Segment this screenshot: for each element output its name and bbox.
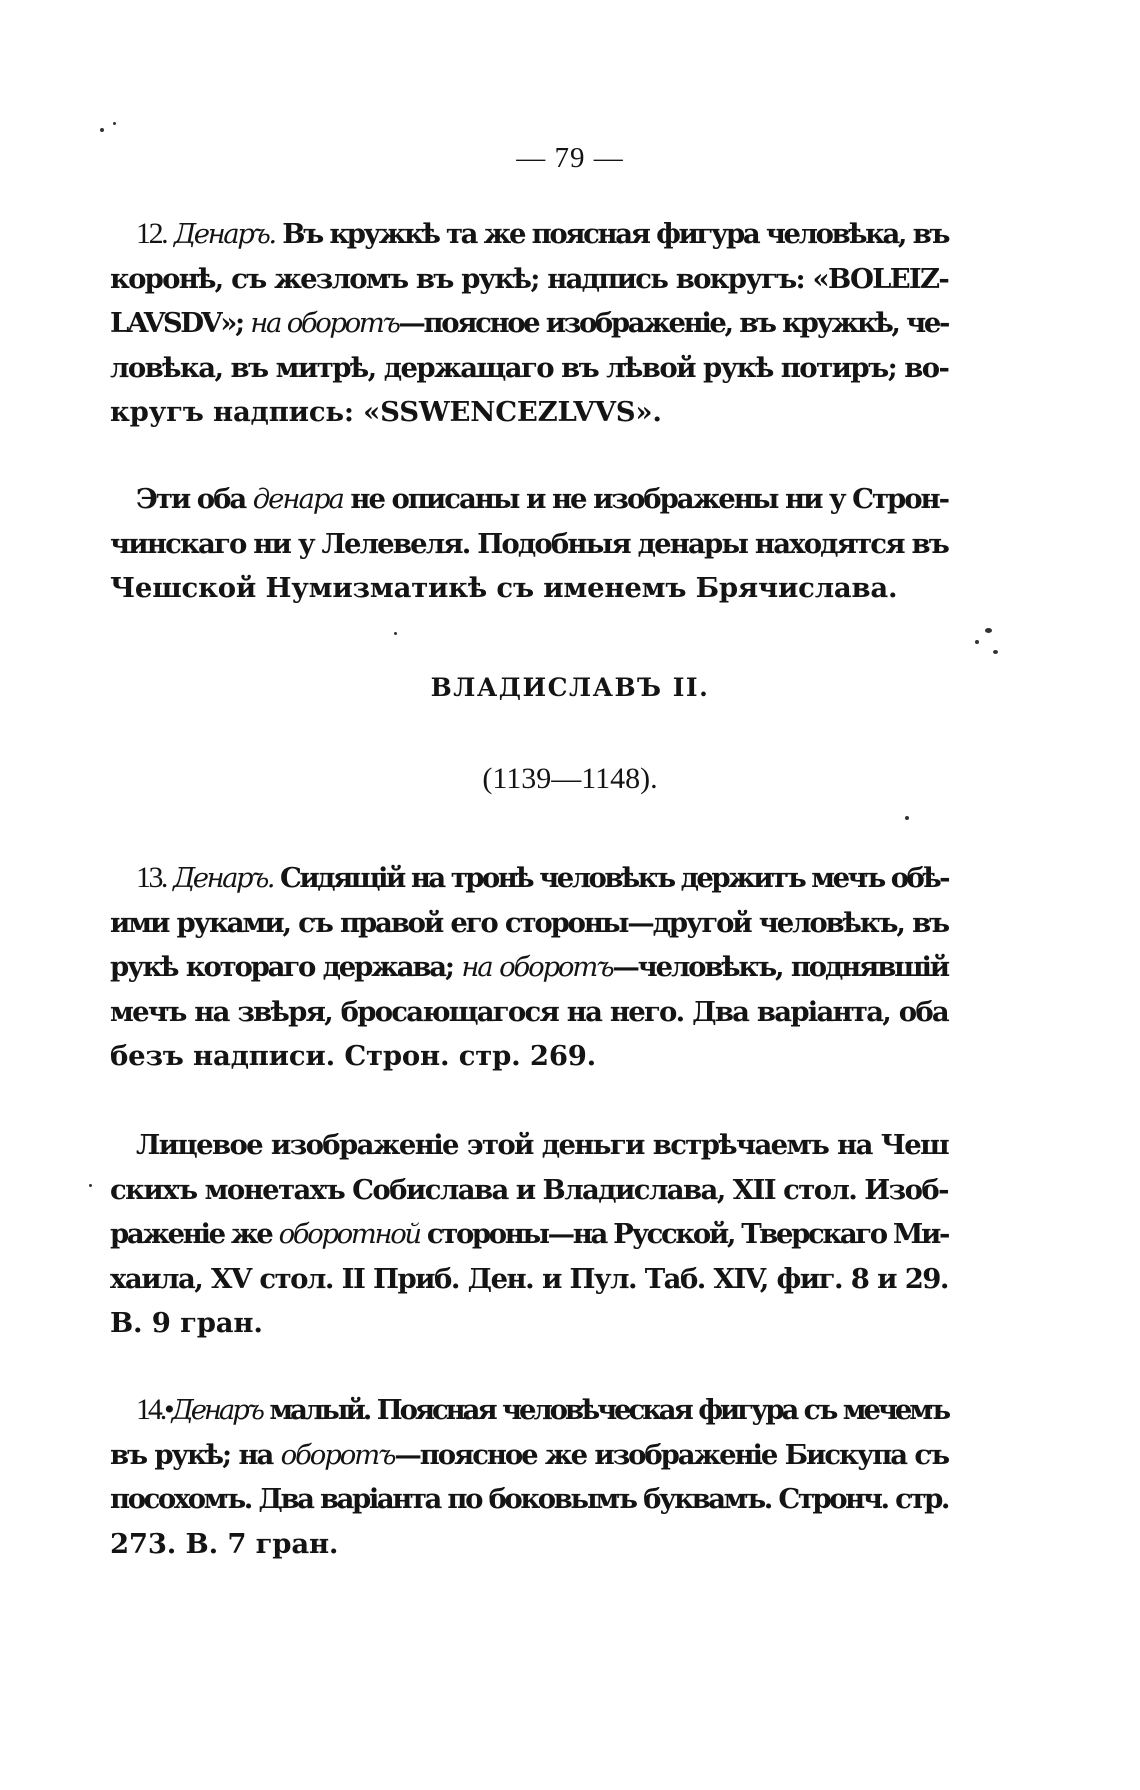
entry-13-line-3: рукѣ котораго держава; на оборотъ—человѣкъ, поднявшій [110,951,948,983]
print-speck [905,816,909,820]
entry-12-line-2: коронѣ, съ жезломъ въ рукѣ; надпись вокругъ: «BOLEIZ- [110,262,948,295]
print-speck [394,632,397,635]
note-13-line-4: хаила, XV стол. II Приб. Ден. и Пул. Таб. XIV, фиг. 8 и 29. [110,1262,948,1295]
entry-13-line-1: 13. Денаръ. Сидящій на тронѣ человѣкъ держитъ мечъ обѣ- [136,861,948,894]
print-speck [975,640,979,644]
entry-12-line-1: 12. Денаръ. Въ кружкѣ та же поясная фигура человѣка, въ [136,217,949,250]
print-speck [100,128,104,132]
note-13-line-2: скихъ монетахъ Собислава и Владислава, XII стол. Изоб- [110,1173,948,1206]
entry-12-line-4: ловѣка, въ митрѣ, держащаго въ лѣвой рукѣ потиръ; во- [110,351,949,384]
note-13-line-5: В. 9 гран. [110,1307,263,1339]
entry-14-line-1: 14.•Денаръ малый. Поясная человѣческая фигура съ мечемъ [136,1393,948,1426]
section-dates: (1139—1148). [482,762,658,795]
entry-14-line-2: въ рукѣ; на оборотъ—поясное же изображеніе Бискупа съ [110,1438,948,1471]
section-title: ВЛАДИСЛАВЪ II. [430,673,710,702]
print-speck [113,122,116,125]
print-speck [89,1184,92,1187]
entry-14-line-3: посохомъ. Два варіанта по боковымъ буквамъ. Стронч. стр. [110,1483,948,1515]
note-12-line-1: Эти оба денара не описаны и не изображены ни у Строн- [136,483,949,515]
note-12-line-3: Чешской Нумизматикѣ съ именемъ Брячислава. [110,572,898,604]
entry-13-line-4: мечъ на звѣря, бросающагося на него. Два варіанта, оба [110,995,948,1028]
entry-12-paragraph [110,212,948,435]
entry-13-line-2: ими руками, съ правой его стороны—другой человѣкъ, въ [110,906,948,939]
print-speck [985,628,992,633]
note-13-line-1: Лицевое изображеніе этой деньги встрѣчаемъ на Чеш [136,1129,948,1161]
page-number: — 79 — [516,142,624,174]
note-12-paragraph [110,477,948,611]
note-13-line-3: раженіе же оборотной стороны—на Русской, Тверскаго Ми- [110,1218,949,1250]
note-13-paragraph [110,1123,948,1346]
entry-14-line-4: 273. В. 7 гран. [110,1527,339,1560]
entry-12-line-3: LAVSDV»; на оборотъ—поясное изображеніе, въ кружкѣ, че- [110,307,948,339]
entry-13-paragraph [110,856,948,1079]
entry-14-paragraph [110,1388,948,1566]
note-12-line-2: чинскаго ни у Лелевеля. Подобныя денары находятся въ [110,527,948,560]
entry-12-line-5: кругъ надпись: «SSWENCEZLVVS». [110,396,662,428]
print-speck [993,650,998,654]
entry-13-line-5: безъ надписи. Строн. стр. 269. [110,1040,597,1072]
